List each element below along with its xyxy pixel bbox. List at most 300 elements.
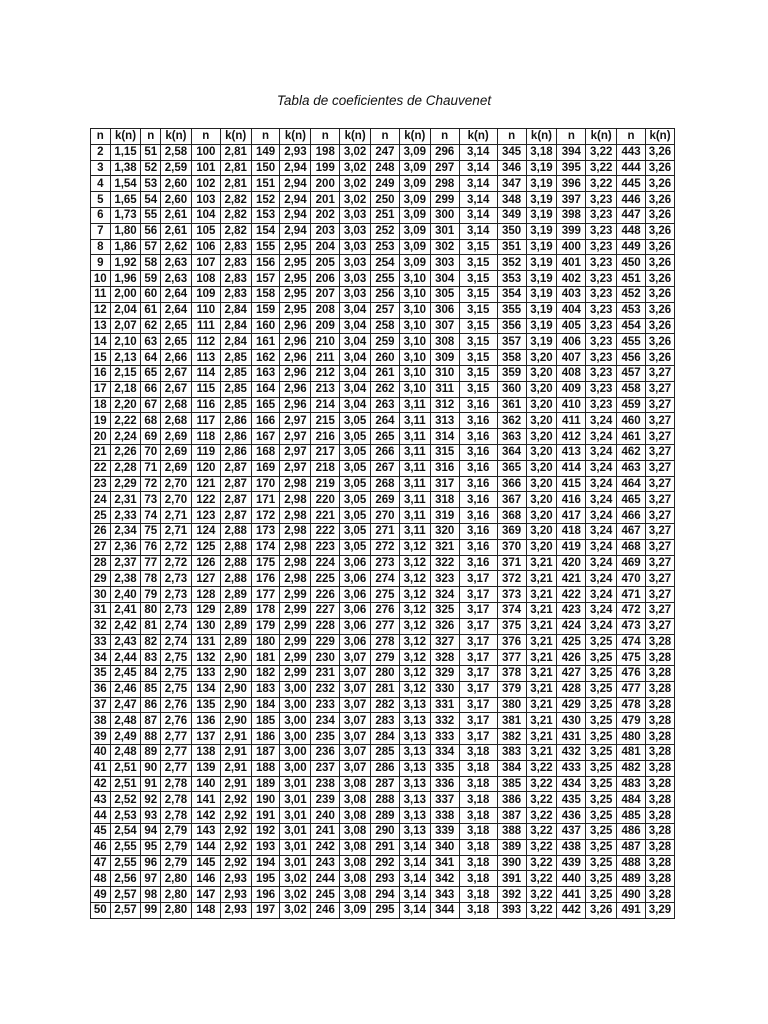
cell-kn: 2,57 (110, 887, 141, 903)
cell-n: 36 (91, 681, 111, 697)
cell-kn: 3,11 (399, 397, 430, 413)
cell-kn: 3,07 (340, 650, 371, 666)
cell-kn: 3,11 (399, 444, 430, 460)
cell-kn: 3,05 (340, 492, 371, 508)
cell-kn: 3,01 (280, 808, 311, 824)
cell-n: 174 (251, 539, 280, 555)
cell-kn: 3,22 (526, 760, 557, 776)
cell-kn: 3,17 (459, 697, 497, 713)
cell-n: 218 (311, 460, 340, 476)
cell-n: 161 (251, 334, 280, 350)
cell-n: 419 (557, 539, 586, 555)
cell-n: 268 (371, 476, 400, 492)
cell-kn: 3,06 (340, 634, 371, 650)
cell-kn: 2,70 (161, 476, 192, 492)
cell-kn: 3,08 (340, 871, 371, 887)
cell-kn: 3,08 (340, 855, 371, 871)
cell-n: 444 (617, 160, 646, 176)
cell-n: 422 (557, 587, 586, 603)
cell-n: 87 (141, 713, 161, 729)
cell-kn: 3,17 (459, 587, 497, 603)
cell-kn: 2,96 (280, 397, 311, 413)
cell-kn: 3,17 (459, 681, 497, 697)
cell-n: 321 (430, 539, 459, 555)
cell-n: 256 (371, 286, 400, 302)
cell-n: 222 (311, 523, 340, 539)
cell-kn: 3,28 (645, 697, 674, 713)
cell-n: 270 (371, 508, 400, 524)
cell-n: 294 (371, 887, 400, 903)
cell-kn: 2,77 (161, 729, 192, 745)
table-row (91, 476, 675, 492)
cell-kn: 2,83 (220, 271, 251, 287)
cell-kn: 3,25 (586, 729, 617, 745)
cell-n: 46 (91, 839, 111, 855)
table-row (91, 824, 675, 840)
cell-n: 371 (497, 555, 526, 571)
cell-n: 286 (371, 760, 400, 776)
cell-n: 49 (91, 887, 111, 903)
table-row (91, 192, 675, 208)
cell-n: 280 (371, 666, 400, 682)
cell-kn: 2,68 (161, 397, 192, 413)
cell-kn: 2,92 (220, 792, 251, 808)
cell-n: 379 (497, 681, 526, 697)
cell-n: 150 (251, 160, 280, 176)
cell-n: 52 (141, 160, 161, 176)
cell-kn: 3,02 (280, 887, 311, 903)
cell-kn: 2,91 (220, 776, 251, 792)
cell-kn: 2,96 (280, 365, 311, 381)
cell-n: 363 (497, 429, 526, 445)
cell-n: 51 (141, 144, 161, 160)
cell-n: 281 (371, 681, 400, 697)
cell-n: 144 (191, 839, 220, 855)
cell-n: 342 (430, 871, 459, 887)
table-row (91, 365, 675, 381)
cell-n: 20 (91, 429, 111, 445)
cell-kn: 3,26 (645, 160, 674, 176)
cell-n: 106 (191, 239, 220, 255)
cell-kn: 3,12 (399, 587, 430, 603)
cell-kn: 3,26 (645, 302, 674, 318)
cell-n: 416 (557, 492, 586, 508)
cell-n: 47 (91, 855, 111, 871)
table-row (91, 666, 675, 682)
cell-kn: 3,20 (526, 413, 557, 429)
cell-kn: 3,28 (645, 666, 674, 682)
cell-kn: 2,93 (220, 887, 251, 903)
cell-n: 376 (497, 634, 526, 650)
cell-n: 110 (191, 302, 220, 318)
cell-kn: 3,27 (645, 413, 674, 429)
cell-kn: 1,38 (110, 160, 141, 176)
cell-n: 172 (251, 508, 280, 524)
cell-kn: 3,25 (586, 855, 617, 871)
cell-kn: 3,23 (586, 350, 617, 366)
cell-kn: 3,23 (586, 223, 617, 239)
cell-kn: 2,85 (220, 381, 251, 397)
cell-kn: 2,60 (161, 176, 192, 192)
cell-n: 470 (617, 571, 646, 587)
cell-kn: 3,25 (586, 887, 617, 903)
cell-kn: 3,25 (586, 713, 617, 729)
cell-n: 42 (91, 776, 111, 792)
cell-n: 113 (191, 350, 220, 366)
cell-kn: 2,73 (161, 602, 192, 618)
table-row (91, 571, 675, 587)
cell-kn: 3,23 (586, 302, 617, 318)
cell-n: 287 (371, 776, 400, 792)
cell-n: 432 (557, 745, 586, 761)
cell-n: 7 (91, 223, 111, 239)
cell-kn: 3,28 (645, 808, 674, 824)
cell-kn: 2,86 (220, 444, 251, 460)
cell-n: 360 (497, 381, 526, 397)
cell-kn: 2,48 (110, 745, 141, 761)
chauvenet-table (90, 128, 675, 919)
cell-kn: 2,88 (220, 539, 251, 555)
cell-kn: 3,21 (526, 713, 557, 729)
cell-kn: 2,95 (280, 239, 311, 255)
header-kn: k(n) (526, 129, 557, 145)
cell-kn: 3,27 (645, 508, 674, 524)
cell-kn: 3,26 (645, 144, 674, 160)
cell-kn: 3,18 (459, 776, 497, 792)
cell-kn: 3,12 (399, 634, 430, 650)
table-row (91, 381, 675, 397)
cell-kn: 3,27 (645, 397, 674, 413)
cell-n: 129 (191, 602, 220, 618)
cell-kn: 3,03 (340, 223, 371, 239)
cell-n: 423 (557, 602, 586, 618)
cell-n: 92 (141, 792, 161, 808)
cell-n: 403 (557, 286, 586, 302)
cell-n: 378 (497, 666, 526, 682)
cell-kn: 3,21 (526, 587, 557, 603)
cell-n: 327 (430, 634, 459, 650)
cell-n: 213 (311, 381, 340, 397)
cell-n: 377 (497, 650, 526, 666)
cell-n: 229 (311, 634, 340, 650)
cell-n: 126 (191, 555, 220, 571)
cell-kn: 3,14 (459, 223, 497, 239)
cell-n: 344 (430, 903, 459, 919)
cell-kn: 2,99 (280, 650, 311, 666)
cell-kn: 2,79 (161, 824, 192, 840)
cell-n: 457 (617, 365, 646, 381)
cell-n: 338 (430, 808, 459, 824)
cell-n: 8 (91, 239, 111, 255)
cell-n: 365 (497, 460, 526, 476)
cell-n: 122 (191, 492, 220, 508)
cell-kn: 3,14 (399, 887, 430, 903)
cell-kn: 2,96 (280, 318, 311, 334)
cell-n: 293 (371, 871, 400, 887)
cell-kn: 3,10 (399, 365, 430, 381)
cell-kn: 3,05 (340, 460, 371, 476)
cell-kn: 2,85 (220, 350, 251, 366)
cell-kn: 3,04 (340, 350, 371, 366)
cell-kn: 2,86 (220, 429, 251, 445)
cell-kn: 3,08 (340, 887, 371, 903)
cell-kn: 2,94 (280, 160, 311, 176)
cell-n: 146 (191, 871, 220, 887)
cell-n: 123 (191, 508, 220, 524)
cell-kn: 2,91 (220, 729, 251, 745)
cell-kn: 3,05 (340, 429, 371, 445)
cell-n: 301 (430, 223, 459, 239)
cell-kn: 3,27 (645, 523, 674, 539)
cell-n: 481 (617, 745, 646, 761)
cell-n: 187 (251, 745, 280, 761)
cell-n: 105 (191, 223, 220, 239)
cell-n: 488 (617, 855, 646, 871)
cell-kn: 3,26 (645, 239, 674, 255)
cell-n: 292 (371, 855, 400, 871)
cell-kn: 2,76 (161, 713, 192, 729)
cell-kn: 3,18 (459, 745, 497, 761)
cell-n: 455 (617, 334, 646, 350)
cell-n: 176 (251, 571, 280, 587)
cell-n: 244 (311, 871, 340, 887)
cell-kn: 2,42 (110, 618, 141, 634)
cell-kn: 3,25 (586, 824, 617, 840)
cell-n: 288 (371, 792, 400, 808)
cell-n: 464 (617, 476, 646, 492)
cell-kn: 2,98 (280, 508, 311, 524)
cell-n: 469 (617, 555, 646, 571)
cell-n: 21 (91, 444, 111, 460)
cell-kn: 3,28 (645, 745, 674, 761)
cell-n: 5 (91, 192, 111, 208)
cell-n: 33 (91, 634, 111, 650)
cell-kn: 3,22 (526, 792, 557, 808)
cell-n: 339 (430, 824, 459, 840)
cell-kn: 2,97 (280, 460, 311, 476)
cell-n: 385 (497, 776, 526, 792)
cell-n: 145 (191, 855, 220, 871)
cell-n: 65 (141, 365, 161, 381)
cell-n: 307 (430, 318, 459, 334)
cell-n: 167 (251, 429, 280, 445)
cell-kn: 2,80 (161, 903, 192, 919)
cell-kn: 3,01 (280, 839, 311, 855)
cell-n: 230 (311, 650, 340, 666)
cell-n: 67 (141, 397, 161, 413)
cell-kn: 3,24 (586, 444, 617, 460)
cell-kn: 3,19 (526, 286, 557, 302)
cell-n: 127 (191, 571, 220, 587)
table-row (91, 808, 675, 824)
cell-n: 43 (91, 792, 111, 808)
cell-kn: 2,52 (110, 792, 141, 808)
cell-n: 81 (141, 618, 161, 634)
cell-kn: 3,20 (526, 508, 557, 524)
table-row (91, 444, 675, 460)
table-row (91, 223, 675, 239)
cell-kn: 3,19 (526, 239, 557, 255)
cell-n: 463 (617, 460, 646, 476)
cell-n: 283 (371, 713, 400, 729)
cell-kn: 2,88 (220, 571, 251, 587)
cell-kn: 2,00 (110, 286, 141, 302)
cell-kn: 3,20 (526, 429, 557, 445)
cell-n: 411 (557, 413, 586, 429)
cell-n: 314 (430, 429, 459, 445)
cell-kn: 2,73 (161, 587, 192, 603)
cell-n: 451 (617, 271, 646, 287)
cell-kn: 2,80 (161, 871, 192, 887)
cell-n: 56 (141, 223, 161, 239)
cell-kn: 3,25 (586, 666, 617, 682)
cell-kn: 3,24 (586, 476, 617, 492)
cell-n: 224 (311, 555, 340, 571)
cell-n: 331 (430, 697, 459, 713)
header-kn: k(n) (586, 129, 617, 145)
cell-kn: 1,65 (110, 192, 141, 208)
cell-kn: 2,77 (161, 745, 192, 761)
cell-n: 487 (617, 839, 646, 855)
cell-kn: 2,61 (161, 207, 192, 223)
cell-kn: 3,20 (526, 539, 557, 555)
cell-n: 139 (191, 760, 220, 776)
table-row (91, 555, 675, 571)
cell-n: 152 (251, 192, 280, 208)
cell-n: 26 (91, 523, 111, 539)
cell-kn: 3,08 (340, 808, 371, 824)
cell-n: 132 (191, 650, 220, 666)
cell-kn: 3,00 (280, 760, 311, 776)
table-row (91, 855, 675, 871)
cell-n: 114 (191, 365, 220, 381)
cell-n: 412 (557, 429, 586, 445)
cell-n: 120 (191, 460, 220, 476)
table-row (91, 760, 675, 776)
cell-n: 383 (497, 745, 526, 761)
cell-n: 317 (430, 476, 459, 492)
cell-n: 200 (311, 176, 340, 192)
cell-kn: 2,31 (110, 492, 141, 508)
cell-kn: 3,28 (645, 634, 674, 650)
cell-n: 86 (141, 697, 161, 713)
cell-n: 438 (557, 839, 586, 855)
table-row (91, 729, 675, 745)
cell-kn: 3,28 (645, 887, 674, 903)
cell-n: 355 (497, 302, 526, 318)
cell-kn: 3,02 (340, 192, 371, 208)
cell-kn: 2,51 (110, 776, 141, 792)
cell-n: 13 (91, 318, 111, 334)
cell-kn: 3,13 (399, 745, 430, 761)
cell-kn: 3,21 (526, 602, 557, 618)
cell-n: 124 (191, 523, 220, 539)
cell-n: 94 (141, 824, 161, 840)
cell-n: 343 (430, 887, 459, 903)
cell-kn: 3,19 (526, 255, 557, 271)
cell-n: 297 (430, 160, 459, 176)
cell-n: 310 (430, 365, 459, 381)
cell-kn: 3,03 (340, 239, 371, 255)
header-n: n (91, 129, 111, 145)
cell-kn: 2,94 (280, 223, 311, 239)
cell-n: 143 (191, 824, 220, 840)
cell-n: 10 (91, 271, 111, 287)
cell-n: 193 (251, 839, 280, 855)
cell-kn: 3,10 (399, 318, 430, 334)
cell-kn: 2,94 (280, 192, 311, 208)
cell-kn: 3,21 (526, 729, 557, 745)
cell-n: 389 (497, 839, 526, 855)
cell-n: 196 (251, 887, 280, 903)
cell-n: 358 (497, 350, 526, 366)
cell-kn: 2,87 (220, 460, 251, 476)
cell-kn: 2,71 (161, 508, 192, 524)
cell-kn: 2,65 (161, 318, 192, 334)
cell-kn: 3,14 (399, 903, 430, 919)
cell-n: 177 (251, 587, 280, 603)
cell-kn: 2,15 (110, 365, 141, 381)
cell-n: 137 (191, 729, 220, 745)
cell-kn: 2,90 (220, 713, 251, 729)
cell-n: 452 (617, 286, 646, 302)
cell-n: 356 (497, 318, 526, 334)
cell-n: 372 (497, 571, 526, 587)
cell-kn: 3,28 (645, 792, 674, 808)
cell-n: 158 (251, 286, 280, 302)
cell-kn: 3,24 (586, 429, 617, 445)
header-kn: k(n) (280, 129, 311, 145)
cell-n: 402 (557, 271, 586, 287)
cell-n: 304 (430, 271, 459, 287)
cell-n: 219 (311, 476, 340, 492)
cell-kn: 3,16 (459, 492, 497, 508)
cell-n: 322 (430, 555, 459, 571)
table-row (91, 492, 675, 508)
cell-kn: 3,20 (526, 476, 557, 492)
cell-n: 119 (191, 444, 220, 460)
cell-kn: 3,18 (459, 855, 497, 871)
cell-kn: 1,54 (110, 176, 141, 192)
cell-n: 25 (91, 508, 111, 524)
cell-n: 103 (191, 192, 220, 208)
cell-kn: 2,95 (280, 255, 311, 271)
table-row (91, 634, 675, 650)
cell-kn: 3,11 (399, 413, 430, 429)
table-row (91, 508, 675, 524)
cell-n: 151 (251, 176, 280, 192)
cell-kn: 3,24 (586, 587, 617, 603)
cell-n: 466 (617, 508, 646, 524)
cell-n: 202 (311, 207, 340, 223)
cell-kn: 3,28 (645, 839, 674, 855)
cell-kn: 3,20 (526, 350, 557, 366)
cell-n: 272 (371, 539, 400, 555)
cell-n: 361 (497, 397, 526, 413)
cell-n: 446 (617, 192, 646, 208)
cell-n: 449 (617, 239, 646, 255)
cell-kn: 3,25 (586, 776, 617, 792)
cell-n: 424 (557, 618, 586, 634)
cell-n: 454 (617, 318, 646, 334)
cell-n: 95 (141, 839, 161, 855)
cell-kn: 3,15 (459, 334, 497, 350)
table-row (91, 681, 675, 697)
cell-n: 397 (557, 192, 586, 208)
cell-kn: 3,18 (459, 839, 497, 855)
cell-n: 486 (617, 824, 646, 840)
cell-kn: 3,28 (645, 855, 674, 871)
